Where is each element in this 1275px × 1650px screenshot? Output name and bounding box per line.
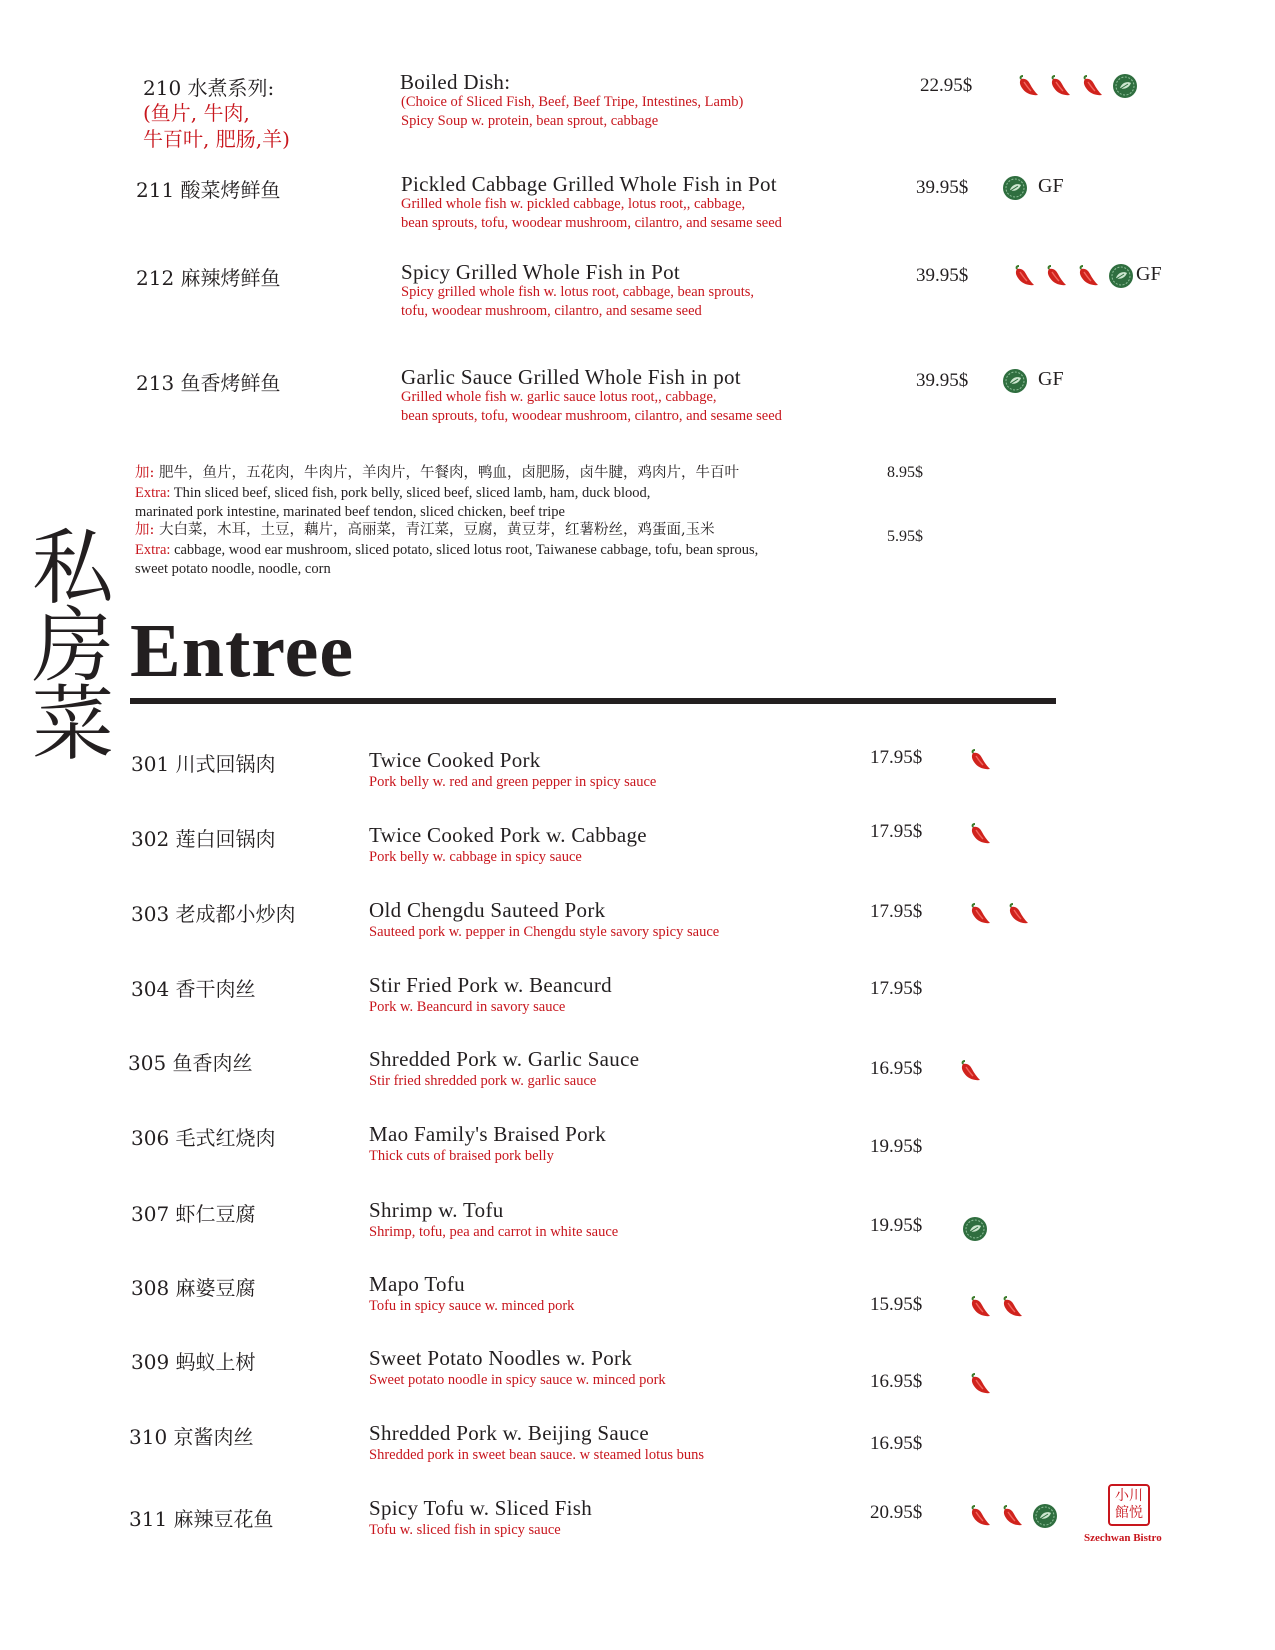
gluten-free-badge: GF bbox=[1136, 263, 1162, 285]
dish-price: 16.95$ bbox=[870, 1058, 923, 1079]
dish-chinese-name: 311 麻辣豆花鱼 bbox=[129, 1507, 274, 1531]
extra-chinese-items: 肥牛，鱼片，五花肉，牛肉片，羊肉片，午餐肉，鸭血，卤肥肠，卤牛腱，鸡肉片，牛百叶 bbox=[154, 465, 739, 481]
extra-chinese-label: 加: bbox=[135, 465, 155, 481]
chili-pepper-icon bbox=[968, 748, 992, 772]
chili-pepper-icon bbox=[1044, 264, 1068, 288]
vegetarian-badge-icon bbox=[1032, 1503, 1058, 1529]
dish-name: Shrimp w. Tofu bbox=[369, 1198, 504, 1222]
vegetarian-badge-icon bbox=[1112, 73, 1138, 99]
dish-name: Twice Cooked Pork w. Cabbage bbox=[369, 823, 647, 847]
chili-pepper-icon bbox=[968, 1504, 992, 1528]
vegetarian-badge-icon bbox=[1002, 368, 1028, 394]
dish-description: Stir fried shredded pork w. garlic sauce bbox=[369, 1073, 597, 1089]
extra-english-line bbox=[135, 484, 650, 504]
section-title: Entree bbox=[130, 609, 355, 693]
vertical-heading bbox=[28, 521, 118, 772]
chili-pepper-icon bbox=[1048, 74, 1072, 98]
vegetarian-badge-icon bbox=[962, 1216, 988, 1242]
dish-chinese-name: 310 京酱肉丝 bbox=[129, 1425, 254, 1449]
dish-chinese-name: 212 麻辣烤鲜鱼 bbox=[136, 266, 281, 290]
dish-description: Thick cuts of braised pork belly bbox=[369, 1148, 554, 1164]
vertical-char: 房 bbox=[31, 599, 114, 694]
dish-price: 15.95$ bbox=[870, 1294, 923, 1315]
extra-chinese-label: 加: bbox=[135, 522, 155, 538]
dish-chinese-name: 301 川式回锅肉 bbox=[131, 752, 276, 776]
extra-chinese-items: 大白菜，木耳，土豆，藕片，高丽菜，青江菜，豆腐，黄豆芽，红薯粉丝，鸡蛋面,玉米 bbox=[154, 522, 715, 538]
dish-name: Boiled Dish: bbox=[400, 70, 511, 94]
section-divider bbox=[130, 698, 1056, 704]
dish-chinese-name: 307 虾仁豆腐 bbox=[131, 1202, 256, 1226]
dish-price: 22.95$ bbox=[920, 75, 973, 96]
dish-description: Shredded pork in sweet bean sauce. w steamed lotus buns bbox=[369, 1447, 705, 1463]
spice-icons bbox=[968, 1372, 992, 1396]
extra-english-items: Thin sliced beef, sliced fish, pork belly, sliced beef, sliced lamb, ham, duck blood, bbox=[170, 484, 651, 501]
dish-description: Pork belly w. red and green pepper in spicy sauce bbox=[369, 774, 657, 790]
dish-description: Shrimp, tofu, pea and carrot in white sauce bbox=[369, 1224, 619, 1240]
dish-name: Shredded Pork w. Garlic Sauce bbox=[369, 1047, 640, 1071]
dish-name: Mapo Tofu bbox=[369, 1272, 465, 1296]
chili-pepper-icon bbox=[968, 902, 992, 926]
spice-icons bbox=[958, 1059, 982, 1083]
logo-stamp bbox=[1108, 1484, 1150, 1526]
spice-icons bbox=[968, 822, 992, 846]
dish-description: Tofu w. sliced fish in spicy sauce bbox=[369, 1522, 561, 1538]
dish-name: Stir Fried Pork w. Beancurd bbox=[369, 973, 612, 997]
dish-chinese-name: 303 老成都小炒肉 bbox=[131, 902, 296, 926]
spice-icons bbox=[968, 1295, 1024, 1319]
extra-chinese-line bbox=[135, 521, 715, 541]
dish-chinese-name: 308 麻婆豆腐 bbox=[131, 1276, 256, 1300]
vertical-char: 私 bbox=[31, 521, 114, 616]
chili-pepper-icon bbox=[1016, 74, 1040, 98]
spice-icons bbox=[968, 748, 992, 772]
dish-price: 17.95$ bbox=[870, 978, 923, 999]
dish-name: Sweet Potato Noodles w. Pork bbox=[369, 1346, 633, 1370]
chili-pepper-icon bbox=[1012, 264, 1036, 288]
dish-chinese-name: 309 蚂蚁上树 bbox=[131, 1350, 256, 1374]
dish-chinese-options: (鱼片, 牛肉, bbox=[143, 101, 250, 125]
dish-name: Spicy Tofu w. Sliced Fish bbox=[369, 1496, 593, 1520]
dish-chinese-name: 213 鱼香烤鲜鱼 bbox=[136, 371, 281, 395]
extra-english-line bbox=[135, 560, 331, 580]
spice-icons bbox=[1016, 73, 1138, 99]
dish-description: Pork belly w. cabbage in spicy sauce bbox=[369, 849, 582, 865]
dish-name: Garlic Sauce Grilled Whole Fish in pot bbox=[401, 365, 741, 389]
extra-english-items: cabbage, wood ear mushroom, sliced potato, sliced lotus root, Taiwanese cabbage, tofu, bean sprous, bbox=[170, 541, 759, 558]
extra-english-label: Extra: bbox=[135, 484, 171, 501]
spice-icons bbox=[968, 1503, 1058, 1529]
dish-price: 17.95$ bbox=[870, 821, 923, 842]
dish-chinese-name: 302 莲白回锅肉 bbox=[131, 827, 276, 851]
dish-name: Shredded Pork w. Beijing Sauce bbox=[369, 1421, 650, 1445]
logo-stamp-text: 小川館悦 bbox=[1115, 1488, 1143, 1521]
spice-icons bbox=[968, 902, 1030, 926]
dish-description: Grilled whole fish w. pickled cabbage, lotus root,, cabbage, bbox=[401, 196, 746, 212]
dish-description: tofu, woodear mushroom, cilantro, and sesame seed bbox=[401, 303, 702, 319]
gluten-free-badge: GF bbox=[1038, 175, 1064, 197]
dish-price: 16.95$ bbox=[870, 1433, 923, 1454]
chili-pepper-icon bbox=[1006, 902, 1030, 926]
dish-name: Mao Family's Braised Pork bbox=[369, 1122, 607, 1146]
logo-name: Szechwan Bistro bbox=[1084, 1532, 1162, 1544]
dish-price: 17.95$ bbox=[870, 901, 923, 922]
dish-chinese-name: 305 鱼香肉丝 bbox=[128, 1051, 253, 1075]
dish-description: Sweet potato noodle in spicy sauce w. minced pork bbox=[369, 1372, 666, 1388]
chili-pepper-icon bbox=[1000, 1504, 1024, 1528]
vertical-char: 菜 bbox=[31, 677, 114, 772]
extra-english-items: sweet potato noodle, noodle, corn bbox=[135, 561, 331, 577]
chili-pepper-icon bbox=[968, 1295, 992, 1319]
extra-english-items: marinated pork intestine, marinated beef tendon, sliced chicken, beef tripe bbox=[135, 504, 565, 520]
chili-pepper-icon bbox=[968, 822, 992, 846]
vegetarian-badge-icon bbox=[1002, 175, 1028, 201]
dish-chinese-name: 306 毛式红烧肉 bbox=[131, 1126, 276, 1150]
dish-name: Old Chengdu Sauteed Pork bbox=[369, 898, 606, 922]
vegetarian-badge-icon bbox=[1108, 263, 1134, 289]
dish-description: Tofu in spicy sauce w. minced pork bbox=[369, 1298, 575, 1314]
dish-description: Spicy grilled whole fish w. lotus root, cabbage, bean sprouts, bbox=[401, 284, 755, 300]
dish-price: 19.95$ bbox=[870, 1215, 923, 1236]
restaurant-logo bbox=[1084, 1484, 1174, 1544]
chili-pepper-icon bbox=[1000, 1295, 1024, 1319]
dish-price: 39.95$ bbox=[916, 177, 969, 198]
dish-description: Spicy Soup w. protein, bean sprout, cabbage bbox=[401, 113, 659, 129]
extra-english-label: Extra: bbox=[135, 541, 171, 558]
dish-description: Pork w. Beancurd in savory sauce bbox=[369, 999, 566, 1015]
dish-description: Grilled whole fish w. garlic sauce lotus root,, cabbage, bbox=[401, 389, 717, 405]
extra-english-line bbox=[135, 503, 565, 523]
dish-price: 39.95$ bbox=[916, 265, 969, 286]
dish-chinese-name: 304 香干肉丝 bbox=[131, 977, 256, 1001]
dish-price: 20.95$ bbox=[870, 1502, 923, 1523]
dish-price: 39.95$ bbox=[916, 370, 969, 391]
spice-icons bbox=[1012, 263, 1134, 289]
spice-icons bbox=[1002, 175, 1028, 201]
dish-name: Twice Cooked Pork bbox=[369, 748, 541, 772]
dish-description: bean sprouts, tofu, woodear mushroom, cilantro, and sesame seed bbox=[401, 408, 782, 424]
spice-icons bbox=[962, 1216, 988, 1242]
dish-chinese-name: 210 水煮系列: bbox=[143, 76, 275, 100]
chili-pepper-icon bbox=[1076, 264, 1100, 288]
chili-pepper-icon bbox=[1080, 74, 1104, 98]
dish-price: 16.95$ bbox=[870, 1371, 923, 1392]
gluten-free-badge: GF bbox=[1038, 368, 1064, 390]
dish-name: Pickled Cabbage Grilled Whole Fish in Pot bbox=[401, 172, 777, 196]
extra-price: 5.95$ bbox=[887, 528, 923, 545]
dish-description: bean sprouts, tofu, woodear mushroom, cilantro, and sesame seed bbox=[401, 215, 782, 231]
dish-chinese-name: 211 酸菜烤鲜鱼 bbox=[136, 178, 281, 202]
spice-icons bbox=[1002, 368, 1028, 394]
extra-price: 8.95$ bbox=[887, 464, 923, 481]
dish-description: (Choice of Sliced Fish, Beef, Beef Tripe, Intestines, Lamb) bbox=[401, 94, 744, 110]
dish-name: Spicy Grilled Whole Fish in Pot bbox=[401, 260, 680, 284]
extra-chinese-line bbox=[135, 464, 739, 484]
chili-pepper-icon bbox=[958, 1059, 982, 1083]
dish-price: 19.95$ bbox=[870, 1136, 923, 1157]
dish-price: 17.95$ bbox=[870, 747, 923, 768]
extra-english-line bbox=[135, 541, 758, 561]
dish-chinese-options: 牛百叶, 肥肠,羊) bbox=[143, 127, 290, 151]
chili-pepper-icon bbox=[968, 1372, 992, 1396]
dish-description: Sauteed pork w. pepper in Chengdu style savory spicy sauce bbox=[369, 924, 720, 940]
